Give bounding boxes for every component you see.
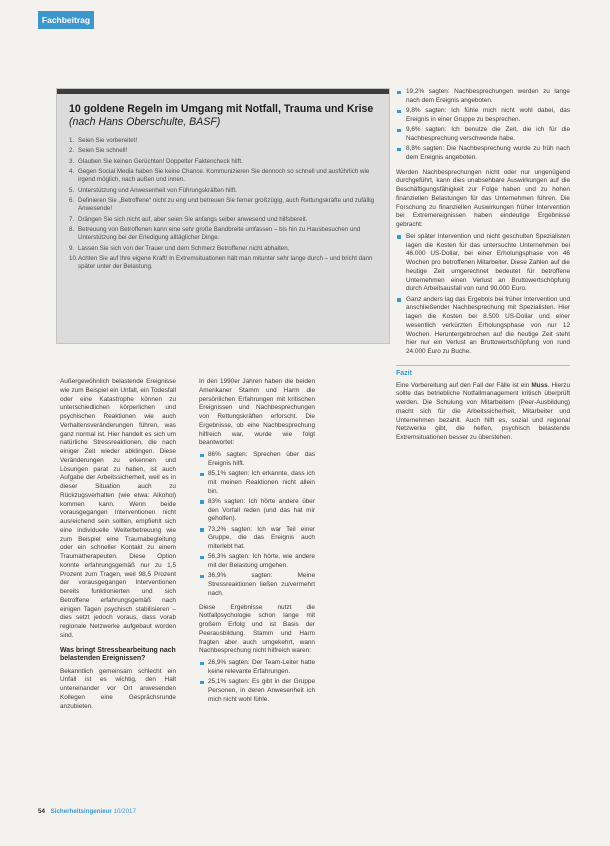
column-middle xyxy=(199,378,315,706)
rule-item xyxy=(69,137,383,145)
section-tag: Fachbeitrag xyxy=(38,11,94,29)
rule-item xyxy=(69,187,383,195)
rules-list xyxy=(69,137,383,274)
rule-text: Unterstützung und Anwesenheit von Führungskräften hilft. xyxy=(78,186,237,194)
rule-text: Drängen Sie sich nicht auf, aber seien Sie anfangs selber anwesend und hilfsbereit. xyxy=(78,215,308,223)
column-left xyxy=(60,378,176,714)
fazit-emphasis: Muss xyxy=(531,381,548,389)
list-item: Bei später Intervention und nicht geschulten Spezialisten lagen die Kosten für das untersuchte Unternehmen bei 46.000 US-Dollar, bei einer Erholungsphase von 46 Wochen pro betroffenen Mitarbeiter. Diese Zahlen auf die heutige Zeit umgerechnet bedeutet für betroffene Unternehmen einen Verlust an Bruttowertschöpfung durch Arbeitsausfall von rund 90.000 Euro. xyxy=(396,233,570,294)
issue-number: 10/2017 xyxy=(113,808,136,815)
list-item: 8,8% sagten: Die Nachbesprechung wurde zu früh nach dem Ereignis angeboten. xyxy=(396,145,570,163)
list-item: 19,2% sagten: Nachbesprechungen werden zu lange nach dem Ereignis angeboten. xyxy=(396,88,570,106)
rule-text: Betreuung von Betroffenen kann eine sehr große Bandbreite umfassen – bis hin zu Hausbesuchen und Unterstützung bei der Erledigung alltäglicher Dinge. xyxy=(78,226,361,242)
rule-number: 8. xyxy=(69,226,75,234)
list-item: 83% sagten: Ich hörte andere über den Vorfall reden (und das hat mir geholfen). xyxy=(199,498,315,524)
rule-text: Gegen Social Media haben Sie keine Chance. Kommunizieren Sie dennoch so schnell und ausführlich wie irgend möglich, nach außen und innen. xyxy=(78,168,370,184)
body-paragraph: Außergewöhnlich belastende Ereignisse wie zum Beispiel ein Unfall, ein Todesfall oder eine Katastrophe können zu unterschiedlichen körperlichen und psychischen Reaktionen wie auch Verhaltensveränderungen führen, was ganz normal ist. Hier handelt es sich um natürliche Stressreaktionen, die nach einiger Zeit wieder abklingen. Diese Veränderungen zu erkennen und Lösungen parat zu haben, ist auch Aufgabe der Arbeitssicherheit, weil es in dieser Situation auch zu Rückzugsverhalten (wie etwa: Alkohol) kommen kann. Wenn beide vorausgegangen Interventionen nicht ausreichend sein sollten, empfiehlt sich eine individuelle Weiterbetreuung wie zum Beispiel eine Traumabegleitung oder ein schneller Kontakt zu einem Traumatherapeuten. Diese Option konnte erfahrungsgemäß nur zu 1,5 Prozent zum Tragen, weil 98,5 Prozent der vorausgegangen Interventionen bereits funktionierten und sich Betroffene erfahrungsgemäß nach einigen Tagen psychisch stabilisieren – dies setzt jedoch voraus, dass vorab regionale Netzwerke aufgebaut worden sind. xyxy=(60,378,176,639)
rule-item xyxy=(69,168,383,184)
rule-number: 6. xyxy=(69,197,75,205)
rule-item xyxy=(69,197,383,213)
body-paragraph: Diese Ergebnisse nutzt die Notfallpsychologie schon lange mit großem Erfolg und ist Basis der Peerausbildung. Stamm und Harm fragten aber auch umgekehrt, wann Nachbesprechung nicht hilfreich waren: xyxy=(199,603,315,655)
list-item: 9,6% sagten: Ich benutze die Zeit, die ich für die Nachbesprechung verschwende habe. xyxy=(396,126,570,144)
rules-box-heading: 10 goldene Regeln im Umgang mit Notfall, Trauma und Krise xyxy=(69,103,374,115)
rule-item xyxy=(69,226,383,242)
subheading: Was bringt Stressbearbeitung nach belastenden Ereignissen? xyxy=(60,646,176,663)
rule-text: Achten Sie auf Ihre eigene Kraft! In Extremsituationen hält man mitunter sehr lange durch – und bricht dann später unter der Belastung. xyxy=(78,255,373,271)
list-item: Ganz anders lag das Ergebnis bei früher Intervention und anschließender Nachbesprechung mit Spezialisten. Hier lagen die Kosten bei 8.500 US-Dollar und einer wesentlich verkürzten Erholungsphase von nur 12 Wochen. Heruntergebrochen auf die heutige Zeit steht hier nur ein Verlust an Bruttowertschöpfung von rund 24.000 Euro zu Buche. xyxy=(396,296,570,357)
rules-box-top-bar xyxy=(57,89,389,94)
rule-item xyxy=(69,255,383,271)
rules-box-title xyxy=(69,103,381,129)
rule-item xyxy=(69,158,383,166)
bullet-list xyxy=(396,88,570,163)
rule-number: 2. xyxy=(69,147,75,155)
bullet-list xyxy=(199,659,315,704)
fazit-paragraph xyxy=(396,382,570,443)
rule-number: 9. xyxy=(69,244,75,252)
list-item: 86% sagten: Sprechen über das Ereignis hilft. xyxy=(199,451,315,469)
list-item: 36,9% sagten: Meine Stressreaktionen ließen zu/vermehrt nach. xyxy=(199,572,315,598)
page-number: 54 xyxy=(38,808,45,815)
rule-number: 7. xyxy=(69,215,75,223)
list-item: 25,1% sagten: Es gibt in der Gruppe Personen, in deren Anwesenheit ich mich nicht wohl fühle. xyxy=(199,678,315,704)
bullet-list xyxy=(396,233,570,357)
list-item: 9,8% sagten: Ich fühle mich nicht wohl dabei, das Ereignis in einer Gruppe zu besprechen. xyxy=(396,107,570,125)
list-item: 85,1% sagten: Ich erkannte, dass ich mit meinen Reaktionen nicht allein bin. xyxy=(199,470,315,496)
rule-item xyxy=(69,245,383,253)
rules-box xyxy=(56,88,390,344)
list-item: 56,3% sagten: Ich hörte, wie andere mit der Belastung umgehen. xyxy=(199,553,315,571)
rule-item xyxy=(69,216,383,224)
rule-text: Definieren Sie „Betroffene“ nicht zu eng und betreuen Sie ferner großzügig, auch Rettungskräfte und zufällig Anwesende! xyxy=(78,197,375,213)
rules-box-author: (nach Hans Oberschulte, BASF) xyxy=(69,116,221,128)
body-paragraph: In den 1990er Jahren haben die beiden Amerikaner Stamm und Harm die persönlichen Erfahrungen mit kritischen Ereignissen und Nachbesprechungen von Rettungskräften erforscht. Die Ergebnisse, ob eine Nachbesprechung hilfreich war, wurde wie folgt beantwortet: xyxy=(199,378,315,447)
rule-item xyxy=(69,147,383,155)
rule-text: Seien Sie vorbereitet! xyxy=(78,137,138,144)
body-paragraph: Werden Nachbesprechungen nicht oder nur ungenügend durchgeführt, kann dies unabsehbare Auswirkungen auf die Beschäftigungsfähigkeit zur Folge haben und zu hohen finanziellen Belastungen für das Unternehmen führen. Die Forschung zu finanziellen Auswirkungen früher Intervention bei Extremereignissen haben eindeutige Ergebnisse gebracht: xyxy=(396,168,570,228)
magazine-name: Sicherheitsingenieur xyxy=(50,808,112,815)
list-item: 26,9% sagten: Der Team-Leiter hatte keine relevante Erfahrungen. xyxy=(199,659,315,677)
column-right xyxy=(396,88,570,446)
rule-text: Seien Sie schnell! xyxy=(78,147,128,155)
fazit-heading: Fazit xyxy=(396,369,412,377)
list-item: 73,2% sagten: Ich war Teil einer Gruppe, die das Ereignis auch miterlebt hat. xyxy=(199,526,315,552)
rule-number: 3. xyxy=(69,157,75,165)
rule-text: Glauben Sie keinen Gerüchten! Doppelter Faktencheck hilft. xyxy=(78,157,243,165)
body-paragraph: Bekanntlich gemeinsam schlecht ein Unfall ist es wichtig, den Halt untereinander vor Ort anwesenden Kollegen eine Gesprächsrunde anzubieten. xyxy=(60,667,176,710)
rule-number: 10. xyxy=(69,255,78,263)
bullet-list xyxy=(199,451,315,599)
rule-number: 5. xyxy=(69,186,75,194)
fazit-text-start: Eine Vorbereitung auf den Fall der Fälle ist ein xyxy=(396,381,530,389)
rule-number: 1. xyxy=(69,137,75,144)
fazit-text-end: . Hierzu sollte das betriebliche Notfallmanagement kritisch überprüft werden. Die Schulung von Mitarbeitern (Peer-Ausbildung) macht sich für die Arbeitssicherheit, Mitarbeiter und Unternehmen bezahlt. Auch hilft es, sozial und regional Netzwerke gibt, die helfen, psychisch belastende Extremsituationen besser zu überstehen. xyxy=(396,381,570,441)
rule-number: 4. xyxy=(69,168,75,176)
divider xyxy=(396,365,570,366)
rule-text: Lassen Sie sich von der Trauer und dem Schmerz Betroffener nicht abhalten. xyxy=(78,244,290,252)
page-footer xyxy=(38,808,136,815)
